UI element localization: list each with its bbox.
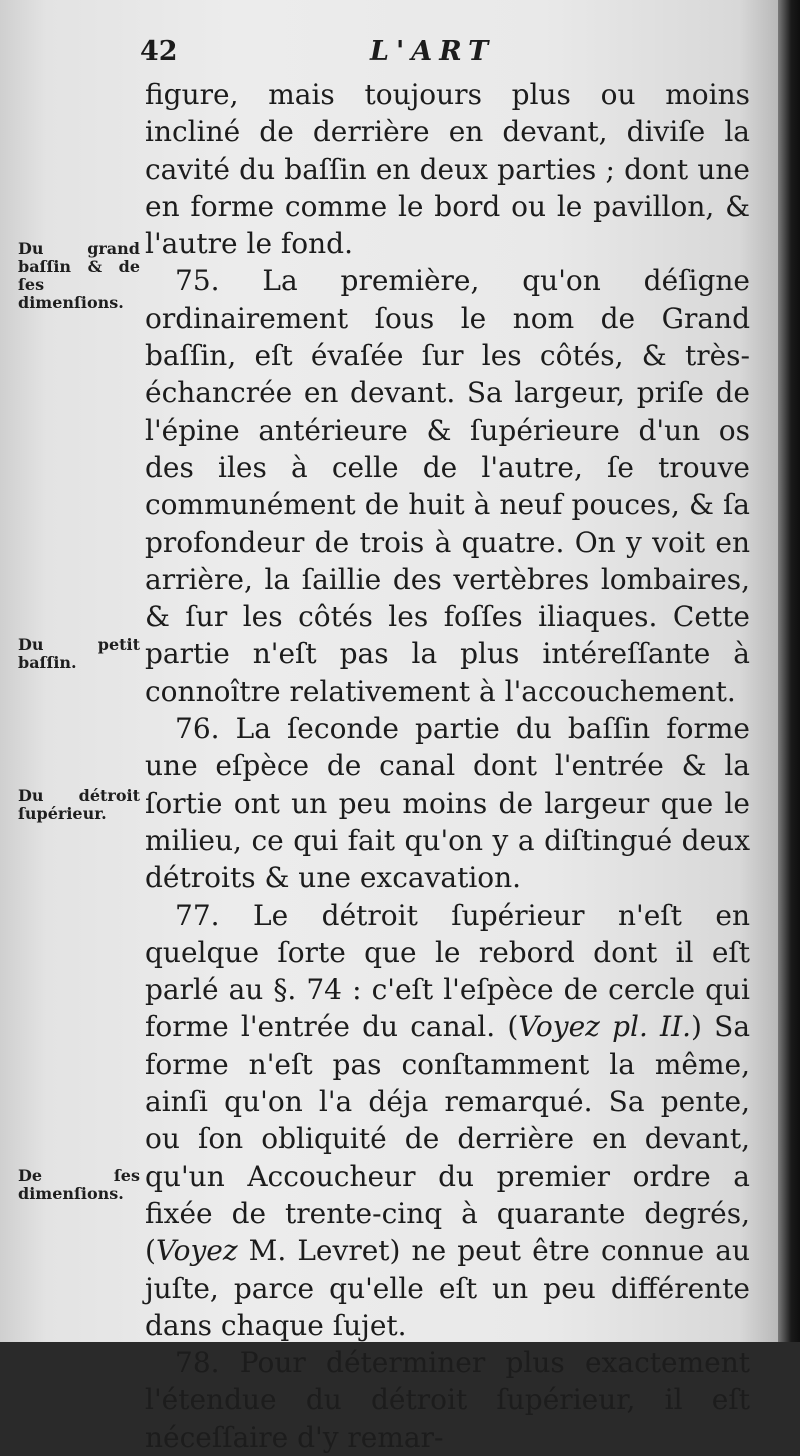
paragraph-77 bbox=[145, 897, 750, 1345]
book-edge-shadow bbox=[778, 0, 800, 1342]
margin-note-petit-bassin: Du petit baſſin. bbox=[18, 635, 140, 672]
paragraph-text: Pour déterminer plus exactement l'étendue du détroit ſupérieur, il eſt néceſſaire d'y remar- bbox=[145, 1346, 750, 1454]
paragraph-75 bbox=[145, 262, 750, 710]
author-reference: Voyez bbox=[155, 1234, 238, 1268]
paragraph-number: 78. bbox=[175, 1346, 220, 1380]
paragraph-text: La première, qu'on déſigne ordinairement ſous le nom de Grand baſſin, eſt évaſée ſur les côtés, & très-échancrée en devant. Sa largeur, priſe de l'épine antérieure & ſupérieure d'un os des iles à celle de l'autre, ſe trouve communément de huit à neuf pouces, & ſa profondeur de trois à quatre. On y voit en arrière, la ſaillie des vertèbres lombaires, & ſur les côtés les foſſes iliaques. Cette partie n'eſt pas la plus intéreſſante à connoître relativement à l'accouchement. bbox=[145, 264, 750, 708]
paragraph-text: Le détroit ſupérieur n'eſt en quelque ſorte que le rebord dont il eſt parlé au §. 74 : c'eſt l'eſpèce de cercle qui forme l'entrée du canal. ( bbox=[145, 898, 750, 1044]
margin-note-grand-bassin: Du grand baſſin & de ſes dimenſions. bbox=[18, 239, 140, 312]
paragraph-text: La ſeconde partie du baſſin forme une eſpèce de canal dont l'entrée & la ſortie ont un peu moins de largeur que le milieu, ce qui fait qu'on y a diſtingué deux détroits & une excavation. bbox=[145, 712, 750, 895]
figure-reference: Voyez pl. II. bbox=[518, 1010, 692, 1044]
page-number: 42 bbox=[140, 36, 178, 67]
margin-note-detroit-superieur: Du détroit ſupérieur. bbox=[18, 786, 140, 823]
paragraph-number: 75. bbox=[175, 264, 220, 298]
paragraph-76 bbox=[145, 710, 750, 896]
page-header bbox=[140, 30, 740, 70]
body-text bbox=[145, 76, 750, 1456]
margin-note-dimensions: De ſes dimenſions. bbox=[18, 1166, 140, 1203]
paragraph-78 bbox=[145, 1344, 750, 1456]
paragraph-text: ) Sa forme n'eſt pas conſtamment la même, ainſi qu'on l'a déja remarqué. Sa pente, ou ſon obliquité de derrière en devant, qu'un Accoucheur du premier ordre a fixée de trente-cinq à quarante degrés, ( bbox=[145, 1010, 751, 1268]
paragraph-continuation: figure, mais toujours plus ou moins incliné de derrière en devant, diviſe la cavité du baſſin en deux parties ; dont une en forme comme le bord ou le pavillon, & l'autre le fond. bbox=[145, 78, 750, 261]
paragraph-text: M. Levret) ne peut être connue au juſte, parce qu'elle eſt un peu différente dans chaque ſujet. bbox=[145, 1234, 750, 1342]
paragraph-number: 76. bbox=[175, 712, 220, 746]
running-title: L'ART bbox=[370, 36, 496, 67]
paragraph-number: 77. bbox=[175, 898, 220, 932]
